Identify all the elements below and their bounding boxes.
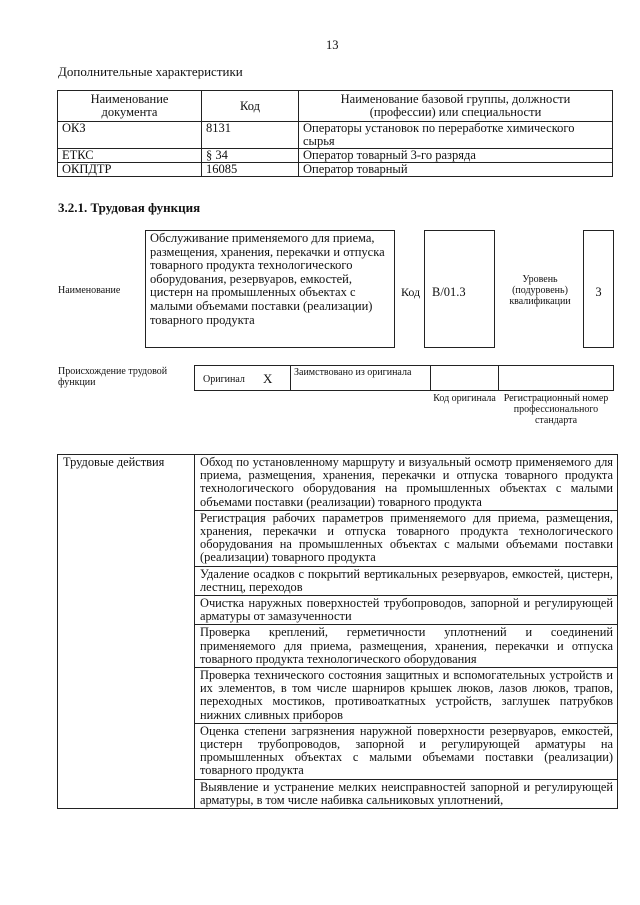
origin-label: Происхождение трудовой функции [58, 366, 168, 388]
original-box [194, 365, 291, 391]
cell-name: Оператор товарный [299, 163, 613, 177]
action-item: Регистрация рабочих параметров применяемого для приема, размещения, хранения, перекачки и отпуска товарного продукта технологического оборудования на промышленных объектах с малыми объемами поставки (реализации) товарного продукта [195, 510, 618, 566]
header-code: Код [202, 91, 299, 122]
table-row [58, 149, 613, 163]
cell-code: § 34 [202, 149, 299, 163]
level-value: 3 [595, 285, 602, 299]
code-box [424, 230, 495, 348]
function-name-value: Обслуживание применяемого для приема, размещения, хранения, перекачки и отпуска товарного продукта технологического оборудования, резервуаров, емкостей, цистерн на промышленных объектах с малыми объемами поставки (реализации) товарного продукта [150, 231, 385, 327]
action-item: Проверка технического состояния защитных и вспомогательных устройств и их элементов, в том числе шарниров крышек люков, лазов люков, трапов, переходных мостиков, противоаткатных устройств, заглушек патрубков нижних сливных приборов [195, 668, 618, 724]
action-item: Выявление и устранение мелких неисправностей запорной и регулирующей арматуры, в том числе набивка сальниковых уплотнений, [195, 779, 618, 808]
header-doc-name: Наименование документа [58, 91, 202, 122]
level-box [583, 230, 614, 348]
action-item: Очистка наружных поверхностей трубопроводов, запорной и регулирующей арматуры от замазученности [195, 596, 618, 625]
reg-number-box [498, 365, 614, 391]
table-row [58, 122, 613, 149]
code-value: B/01.3 [432, 285, 466, 299]
page-number: 13 [326, 38, 339, 52]
reg-number-label: Регистрационный номер профессионального стандарта [503, 393, 609, 426]
cell-doc: ОКЗ [58, 122, 202, 149]
table-header-row [58, 91, 613, 122]
labor-actions-table [57, 454, 618, 809]
code-label: Код [401, 285, 421, 299]
original-code-box [430, 365, 499, 391]
borrowed-box [290, 365, 431, 391]
cell-name: Оператор товарный 3-го разряда [299, 149, 613, 163]
cell-doc: ЕТКС [58, 149, 202, 163]
qualification-level-label: Уровень (подуровень) квалификации [509, 274, 571, 307]
action-item: Удаление осадков с покрытий вертикальных резервуаров, емкостей, цистерн, лестниц, переходов [195, 566, 618, 595]
section-title: 3.2.1. Трудовая функция [58, 200, 201, 215]
action-item: Обход по установленному маршруту и визуальный осмотр применяемого для приема, размещения, хранения, перекачки и отпуска товарного продукта технологического оборудования на промышленных объектах с малыми объемами поставки (реализации) товарного продукта [195, 455, 618, 511]
additional-characteristics-table [57, 90, 613, 177]
additional-characteristics-heading: Дополнительные характеристики [58, 64, 243, 79]
cell-doc: ОКПДТР [58, 163, 202, 177]
cell-code: 8131 [202, 122, 299, 149]
header-group-name: Наименование базовой группы, должности (профессии) или специальности [299, 91, 613, 122]
original-label: Оригинал [203, 374, 245, 385]
action-item: Проверка креплений, герметичности уплотнений и соединений применяемого для приема, размещения, хранения, перекачки и отпуска товарного продукта технологического оборудования [195, 625, 618, 668]
function-name-label: Наименование [58, 285, 121, 296]
action-item: Оценка степени загрязнения наружной поверхности резервуаров, емкостей, цистерн трубопроводов, запорной и регулирующей арматуры на промышленных объектах с малыми объемами поставки (реализации) товарного продукта [195, 723, 618, 779]
borrowed-label: Заимствовано из оригинала [294, 367, 412, 378]
table-row [58, 455, 618, 511]
cell-code: 16085 [202, 163, 299, 177]
function-name-box [145, 230, 395, 348]
labor-actions-label: Трудовые действия [58, 455, 195, 809]
table-row [58, 163, 613, 177]
original-code-label: Код оригинала [433, 393, 496, 404]
original-mark: X [263, 371, 273, 386]
cell-name: Операторы установок по переработке химического сырья [299, 122, 613, 149]
